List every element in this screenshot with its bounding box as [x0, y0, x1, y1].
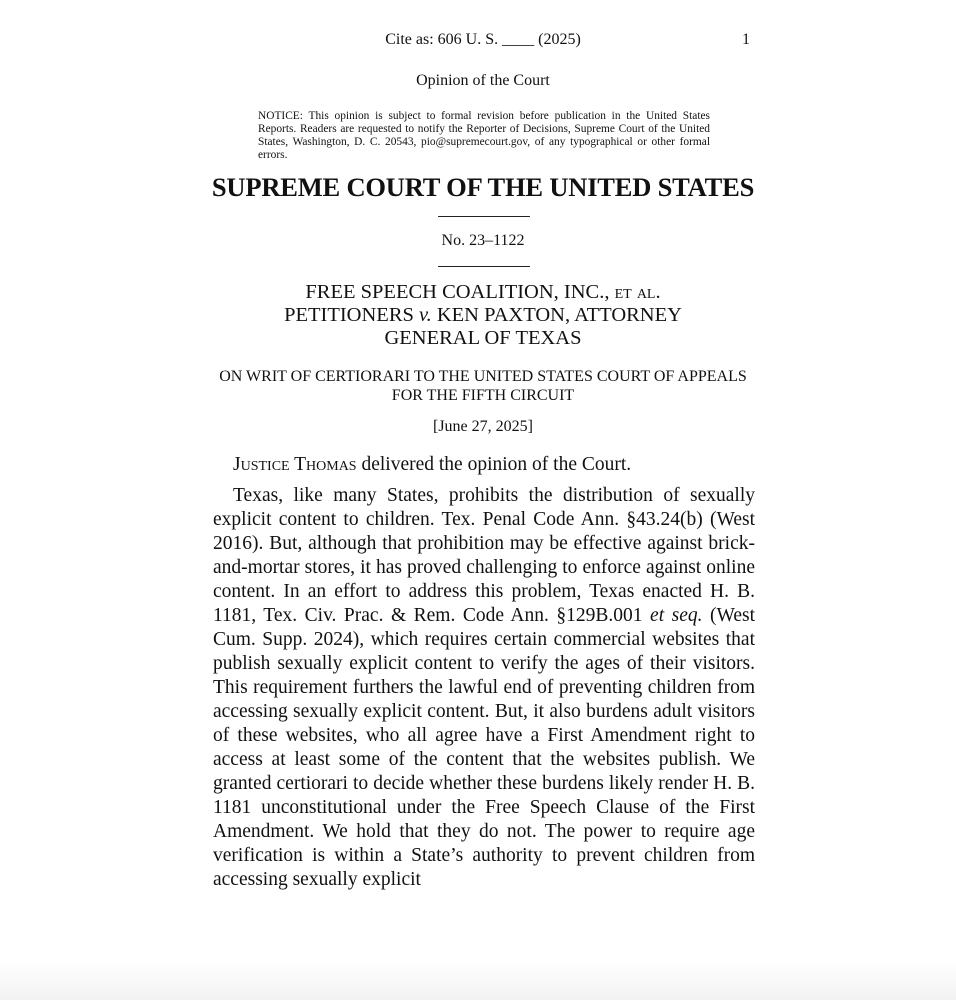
- author-text: delivered the opinion of the Court.: [356, 454, 632, 475]
- page-bottom-edge: [0, 962, 956, 1000]
- court-name: SUPREME COURT OF THE UNITED STATES: [211, 172, 755, 202]
- body-italic-text: et seq.: [650, 605, 703, 626]
- decision-date: [June 27, 2025]: [433, 418, 533, 435]
- body-text: (West Cum. Supp. 2024), which requires certain commercial websites that publish sexually explicit content to verify the ages of their visitors. This requirement furthers the lawful end of preventing children from accessing sexually explicit content. But, it also burdens adult visitors of these websites, who all agree have a First Amendment right to access at least some of the content that the websites publish. We granted certiorari to decide whether these burdens likely render H. B. 1181 unconstitutional under the Free Speech Clause of the First Amendment. We hold that they do not. The power to require age verification is within a State’s authority to prevent children from accessing sexually explicit: [213, 605, 756, 890]
- caption-text: KEN PAXTON, ATTORNEY: [431, 304, 682, 326]
- caption-versus: v.: [419, 304, 432, 326]
- citation: Cite as: 606 U. S. ____ (2025): [385, 31, 581, 48]
- page-number: 1: [742, 31, 750, 48]
- opinion-body-paragraph: [213, 484, 755, 892]
- caption-text: FREE SPEECH COALITION, INC.,: [305, 281, 615, 303]
- caption-text: PETITIONERS: [284, 304, 420, 326]
- body-text: Texas, like many States, prohibits the distribution of sexually explicit content to children. Tex. Penal Code Ann. §43.24(b) (West 2016). But, although that prohibition may be effective against brick-and-mortar stores, it has proved challenging to enforce against online content. In an effort to address this problem, Texas enacted H. B. 1181, Tex. Civ. Prac. & Rem. Code Ann. §129B.001: [213, 485, 755, 626]
- case-caption: [213, 281, 753, 350]
- opinion-label: Opinion of the Court: [416, 72, 550, 89]
- caption-et-al: et al.: [614, 281, 661, 303]
- caption-line: [213, 304, 753, 327]
- writ-line: ON WRIT OF CERTIORARI TO THE UNITED STATES COURT OF APPEALS FOR THE FIFTH CIRCUIT: [219, 368, 747, 404]
- running-header: [0, 31, 956, 53]
- divider-rule: [438, 266, 530, 267]
- divider-rule: [438, 216, 530, 217]
- docket-number: No. 23–1122: [441, 232, 525, 249]
- justice-name: Justice Thomas: [233, 454, 357, 475]
- caption-line: GENERAL OF TEXAS: [384, 327, 582, 349]
- caption-line: [213, 281, 753, 304]
- publication-notice: NOTICE: This opinion is subject to formal revision before publication in the United States Reports. Readers are requested to notify the Reporter of Decisions, Supreme Court of the United States, Washington, D. C. 20543, pio@supremecourt.gov, of any typographical or other formal errors.: [258, 110, 710, 161]
- opinion-author-line: [233, 454, 773, 476]
